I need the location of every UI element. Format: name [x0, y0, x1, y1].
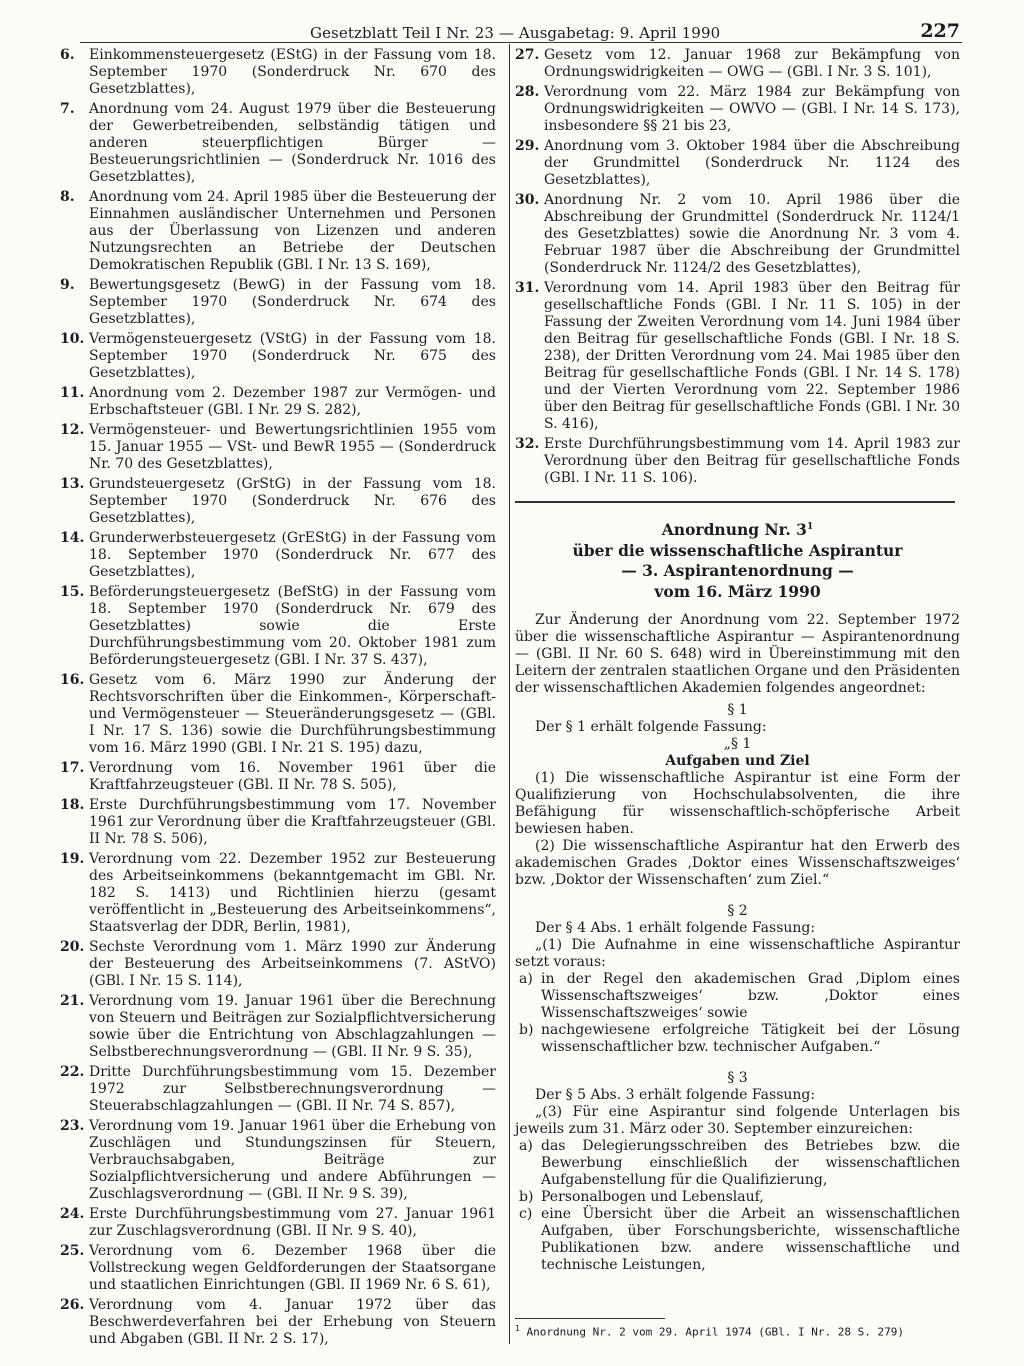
anordnung-title [515, 517, 960, 602]
item-number: 25. [60, 1243, 85, 1259]
item-label: c) [519, 1206, 533, 1223]
item-label: b) [519, 1189, 534, 1206]
item-number: 28. [515, 84, 540, 100]
page-number: 227 [920, 20, 960, 42]
footnote-text: Anordnung Nr. 2 vom 29. April 1974 (GBl. I Nr. 28 S. 279) [526, 1325, 904, 1339]
item-number: 20. [60, 939, 85, 955]
title-line-2: über die wissenschaftliche Aspirantur [572, 540, 903, 560]
list-item [60, 422, 496, 473]
item-text: Anordnung vom 2. Dezember 1987 zur Vermögen- und Erbschaftsteuer (GBl. I Nr. 29 S. 282), [89, 385, 496, 418]
list-item [515, 138, 960, 189]
footnote-rule [515, 1318, 665, 1319]
list-item [60, 331, 496, 382]
item-number: 30. [515, 192, 540, 208]
item-text: nachgewiesene erfolgreiche Tätigkeit bei der Lösung wissenschaftlicher bzw. technischer Aufgaben.“ [541, 1022, 960, 1056]
item-number: 10. [60, 331, 85, 347]
item-label: b) [519, 1022, 534, 1039]
title-line-3: — 3. Aspirantenordnung — [621, 561, 854, 581]
list-item [60, 385, 496, 419]
item-text: Gesetz vom 6. März 1990 zur Änderung der Rechtsvorschriften über die Einkommen-, Körperschaft- und Vermögensteuer — Steueränderungsgesetz — (GBl. I Nr. 17 S. 136) sowie die Durchführungsbestimmung vom 16. März 1990 (GBl. I Nr. 21 S. 195) dazu, [89, 672, 496, 756]
item-number: 31. [515, 280, 540, 296]
item-text: Anordnung vom 24. August 1979 über die Besteuerung der Gewerbetreibenden, selbständig tätigen und anderen steuerpflichtigen Bürger — Besteuerungsrichtlinien — (Sonderdruck Nr. 1016 des Gesetzblattes), [89, 101, 496, 185]
item-number: 32. [515, 436, 540, 452]
section-2-item-a [515, 971, 960, 1022]
section-1-inner-heading: „§ 1 [723, 736, 752, 753]
item-number: 7. [60, 101, 75, 117]
item-text: Vermögensteuergesetz (VStG) in der Fassung vom 18. September 1970 (Sonderdruck Nr. 675 des Gesetzblattes), [89, 331, 496, 381]
section-2-lead: Der § 4 Abs. 1 erhält folgende Fassung: [535, 920, 816, 937]
item-text: Personalbogen und Lebenslauf, [541, 1189, 764, 1206]
item-number: 21. [60, 993, 85, 1009]
intro-paragraph: Zur Änderung der Anordnung vom 22. September 1972 über die wissenschaftliche Aspirantur — Aspirantenordnung — (GBl. II Nr. 60 S. 648) wird in Übereinstimmung mit den Leitern der zentralen staatlichen Organe und den Präsidenten der wissenschaftlichen Akademien folgendes angeordnet: [515, 612, 960, 697]
section-1-inner-title: Aufgaben und Ziel [665, 753, 810, 770]
list-item [60, 939, 496, 990]
item-number: 13. [60, 476, 85, 492]
item-text: Bewertungsgesetz (BewG) in der Fassung vom 18. September 1970 (Sonderdruck Nr. 674 des Gesetzblattes), [89, 277, 496, 327]
column-divider [509, 44, 510, 1344]
item-number: 15. [60, 584, 85, 600]
list-item [515, 280, 960, 433]
list-item [60, 1243, 496, 1294]
item-number: 24. [60, 1206, 85, 1222]
item-text: Erste Durchführungsbestimmung vom 14. April 1983 zur Verordnung über den Beitrag für gesellschaftliche Fonds (GBl. I Nr. 11 S. 106). [544, 436, 960, 486]
item-number: 6. [60, 47, 75, 63]
item-text: Verordnung vom 19. Januar 1961 über die Berechnung von Steuern und Beiträgen zur Sozialpflichtversicherung sowie über die Entrichtung von Abschlagzahlungen — Selbstberechnungsverordnung — (GBl. II Nr. 9 S. 35), [89, 993, 496, 1060]
list-item [60, 277, 496, 328]
section-1-para-2: (2) Die wissenschaftliche Aspirantur hat den Erwerb des akademischen Grades ‚Doktor eines Wissenschaftszweiges‘ bzw. ‚Doktor der Wissenschaften‘ zum Ziel.“ [515, 838, 960, 889]
item-number: 14. [60, 530, 85, 546]
item-text: in der Regel den akademischen Grad ‚Diplom eines Wissenschaftszweiges‘ bzw. ‚Doktor eines Wissenschaftszweiges‘ sowie [541, 971, 960, 1022]
list-item [60, 476, 496, 527]
list-item [60, 1206, 496, 1240]
header-rule [80, 42, 962, 43]
title-line-4: vom 16. März 1990 [654, 581, 821, 601]
item-text: Erste Durchführungsbestimmung vom 17. November 1961 zur Verordnung über die Kraftfahrzeugsteuer (GBl. II Nr. 78 S. 506), [89, 797, 496, 847]
item-text: eine Übersicht über die Arbeit an wissenschaftlichen Aufgaben, über Forschungsberichte, wissenschaftliche Publikationen bzw. andere wissenschaftliche und technische Leistungen, [541, 1206, 960, 1274]
section-2-item-b [515, 1022, 960, 1056]
list-item [60, 1064, 496, 1115]
list-item [60, 672, 496, 757]
list-item [515, 192, 960, 277]
section-3-item-a [515, 1138, 960, 1189]
section-2-para-1: „(1) Die Aufnahme in eine wissenschaftliche Aspirantur setzt voraus: [515, 937, 960, 971]
section-rule [515, 501, 955, 503]
item-number: 9. [60, 277, 75, 293]
item-number: 16. [60, 672, 85, 688]
item-text: Anordnung vom 24. April 1985 über die Besteuerung der Einnahmen ausländischer Unternehmen und Personen aus der Überlassung von Lizenzen und anderen Nutzungsrechten an Betriebe der Deutschen Demokratischen Republik (GBl. I Nr. 13 S. 169), [89, 189, 496, 273]
item-text: Beförderungsteuergesetz (BefStG) in der Fassung vom 18. September 1970 (Sonderdruck Nr. 679 des Gesetzblattes) sowie die Erste Durchführungsbestimmung vom 20. Oktober 1981 zum Beförderungsteuergesetz (GBl. I Nr. 37 S. 437), [89, 584, 496, 668]
item-text: Verordnung vom 4. Januar 1972 über das Beschwerdeverfahren bei der Erhebung von Steuern und Abgaben (GBl. II Nr. 2 S. 17), [89, 1297, 496, 1347]
item-text: Verordnung vom 6. Dezember 1968 über die Vollstreckung wegen Geldforderungen der Staatsorgane und staatlichen Einrichtungen (GBl. II 1969 Nr. 6 S. 61), [89, 1243, 496, 1293]
section-3-para-1: „(3) Für eine Aspirantur sind folgende Unterlagen bis jeweils zum 31. März oder 30. September einzureichen: [515, 1104, 960, 1138]
list-item [515, 436, 960, 487]
item-number: 17. [60, 760, 85, 776]
item-number: 19. [60, 851, 85, 867]
section-1-heading: § 1 [727, 702, 748, 719]
list-item [515, 47, 960, 81]
list-item [60, 101, 496, 186]
item-text: Verordnung vom 14. April 1983 über den Beitrag für gesellschaftliche Fonds (GBl. I Nr. 11 S. 105) in der Fassung der Zweiten Verordnung vom 14. Juni 1984 über den Beitrag für gesellschaftliche Fonds (GBl. I Nr. 18 S. 238), der Dritten Verordnung vom 24. Mai 1985 über den Beitrag für gesellschaftliche Fonds (GBl. I Nr. 14 S. 178) und der Vierten Verordnung vom 22. September 1986 über den Beitrag für gesellschaftliche Fonds (GBl. I Nr. 30 S. 416), [544, 280, 960, 432]
item-number: 26. [60, 1297, 85, 1313]
section-1-lead: Der § 1 erhält folgende Fassung: [535, 719, 767, 736]
item-text: Dritte Durchführungsbestimmung vom 15. Dezember 1972 zur Selbstberechnungsverordnung — Steuerabschlagzahlungen — (GBl. II Nr. 74 S. 857), [89, 1064, 496, 1114]
item-text: Vermögensteuer- und Bewertungsrichtlinien 1955 vom 15. Januar 1955 — VSt- und BewR 1955 — (Sonderdruck Nr. 70 des Gesetzblattes), [89, 422, 496, 472]
footnote-ref: 1 [806, 522, 814, 532]
header-title: Gesetzblatt Teil I Nr. 23 — Ausgabetag: 9. April 1990 [310, 24, 721, 42]
left-column [60, 47, 496, 1351]
item-number: 23. [60, 1118, 85, 1134]
list-item [515, 84, 960, 135]
item-text: Einkommensteuergesetz (EStG) in der Fassung vom 18. September 1970 (Sonderdruck Nr. 670 des Gesetzblattes), [89, 47, 496, 97]
item-text: das Delegierungsschreiben des Betriebes bzw. die Bewerbung einschließlich der wissenschaftlichen Aufgabenstellung für die Qualifizierung, [541, 1138, 960, 1189]
item-text: Verordnung vom 22. Dezember 1952 zur Besteuerung des Arbeitseinkommens (bekanntgemacht im GBl. Nr. 182 S. 1413) und Richtlinien hierzu (gesamt veröffentlicht in „Besteuerung des Arbeitseinkommens“, Staatsverlag der DDR, Berlin, 1981), [89, 851, 496, 935]
section-3-heading: § 3 [727, 1070, 748, 1087]
item-text: Erste Durchführungsbestimmung vom 27. Januar 1961 zur Zuschlagsverordnung (GBl. II Nr. 9 S. 40), [89, 1206, 496, 1239]
item-number: 11. [60, 385, 85, 401]
footnote [515, 1324, 904, 1339]
section-3-item-c [515, 1206, 960, 1274]
list-item [60, 1118, 496, 1203]
list-item [60, 584, 496, 669]
list-item [60, 47, 496, 98]
item-text: Verordnung vom 16. November 1961 über die Kraftfahrzeugsteuer (GBl. II Nr. 78 S. 505), [89, 760, 496, 793]
list-item [60, 530, 496, 581]
right-column [515, 47, 960, 1274]
title-line-1: Anordnung Nr. 3 [661, 520, 807, 540]
list-item [60, 797, 496, 848]
footnote-marker: 1 [515, 1324, 520, 1333]
item-number: 12. [60, 422, 85, 438]
item-text: Verordnung vom 19. Januar 1961 über die Erhebung von Zuschlägen und Stundungszinsen für Steuern, Verbrauchsabgaben, Beiträge zur Sozialpflichtversicherung und andere Abführungen — Zuschlagsverordnung — (GBl. II Nr. 9 S. 39), [89, 1118, 496, 1202]
item-number: 22. [60, 1064, 85, 1080]
item-number: 29. [515, 138, 540, 154]
item-text: Sechste Verordnung vom 1. März 1990 zur Änderung der Besteuerung des Arbeitseinkommens (7. AStVO) (GBl. I Nr. 15 S. 114), [89, 939, 496, 989]
right-list [515, 47, 960, 487]
item-text: Verordnung vom 22. März 1984 zur Bekämpfung von Ordnungswidrigkeiten — OWVO — (GBl. I Nr. 14 S. 173), insbesondere §§ 21 bis 23, [544, 84, 960, 134]
item-text: Grundsteuergesetz (GrStG) in der Fassung vom 18. September 1970 (Sonderdruck Nr. 676 des Gesetzblattes), [89, 476, 496, 526]
section-3-item-b [515, 1189, 960, 1206]
item-text: Grunderwerbsteuergesetz (GrEStG) in der Fassung vom 18. September 1970 (Sonderdruck Nr. 677 des Gesetzblattes), [89, 530, 496, 580]
item-text: Anordnung Nr. 2 vom 10. April 1986 über die Abschreibung der Grundmittel (Sonderdruck Nr. 1124/1 des Gesetzblattes) sowie die Anordnung Nr. 3 vom 4. Februar 1987 über die Abschreibung der Grundmittel (Sonderdruck Nr. 1124/2 des Gesetzblattes), [544, 192, 960, 276]
list-item [60, 1297, 496, 1348]
item-label: a) [519, 1138, 533, 1155]
item-number: 27. [515, 47, 540, 63]
section-3-lead: Der § 5 Abs. 3 erhält folgende Fassung: [535, 1087, 816, 1104]
item-number: 18. [60, 797, 85, 813]
list-item [60, 851, 496, 936]
list-item [60, 760, 496, 794]
item-text: Anordnung vom 3. Oktober 1984 über die Abschreibung der Grundmittel (Sonderdruck Nr. 1124 des Gesetzblattes), [544, 138, 960, 188]
item-label: a) [519, 971, 533, 988]
list-item [60, 189, 496, 274]
section-2-heading: § 2 [727, 903, 748, 920]
section-1-para-1: (1) Die wissenschaftliche Aspirantur ist eine Form der Qualifizierung von Hochschulabsolventen, die ihre Befähigung für wissenschaftlich-schöpferische Arbeit bewiesen haben. [515, 770, 960, 838]
item-text: Gesetz vom 12. Januar 1968 zur Bekämpfung von Ordnungswidrigkeiten — OWG — (GBl. I Nr. 3 S. 101), [544, 47, 960, 80]
list-item [60, 993, 496, 1061]
item-number: 8. [60, 189, 75, 205]
